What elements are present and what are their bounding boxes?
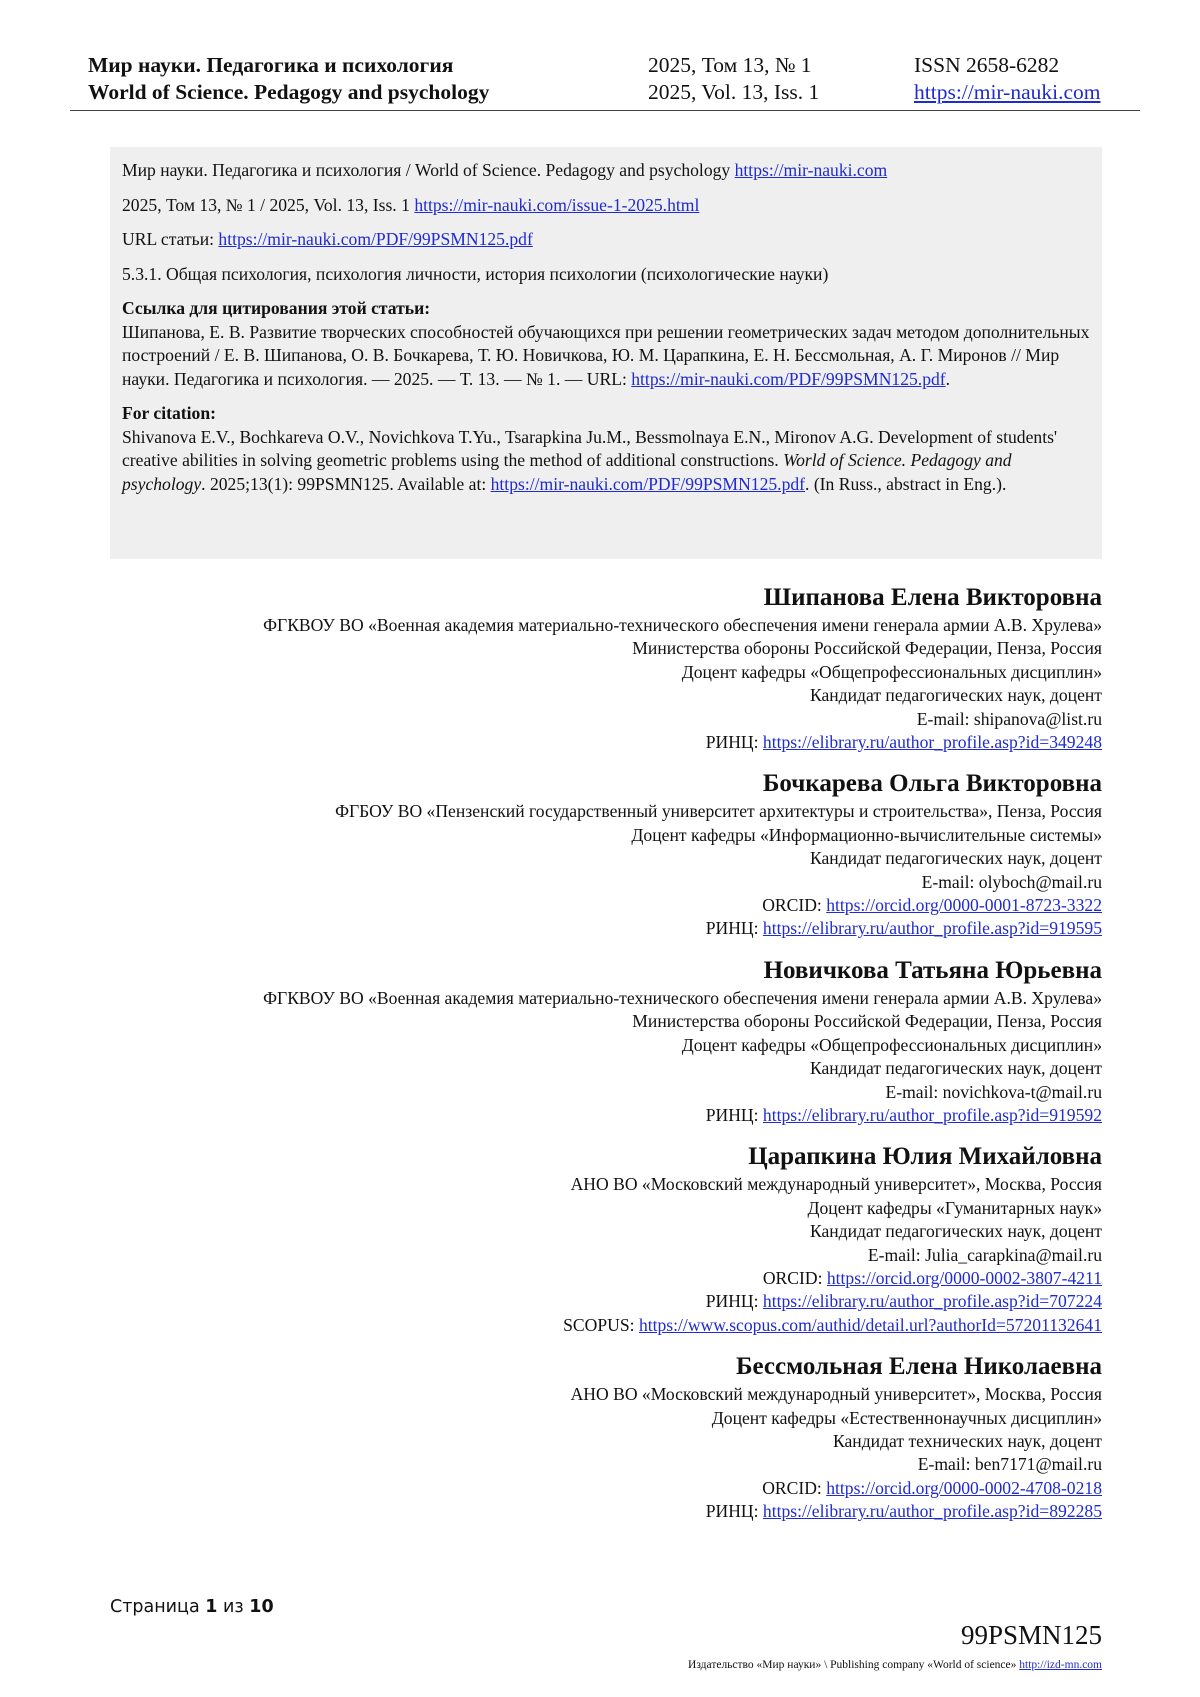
citebox-journal-link[interactable]: https://mir-nauki.com xyxy=(734,160,888,180)
page-current: 1 xyxy=(205,1597,218,1617)
author-orcid-line xyxy=(110,894,1102,917)
page-number xyxy=(110,1597,274,1617)
author-email: E-mail: ben7171@mail.ru xyxy=(917,1454,1102,1475)
author-rinc-line xyxy=(110,1104,1102,1127)
author-rinc-link[interactable]: https://elibrary.ru/author_profile.asp?id=707224 xyxy=(762,1291,1102,1312)
citation-en-end: . (In Russ., abstract in Eng.). xyxy=(805,473,1007,494)
citebox-issue-line xyxy=(122,194,1090,218)
author-orcid-label: ORCID: xyxy=(762,1477,827,1498)
author-degree: Кандидат педагогических наук, доцент xyxy=(809,1221,1102,1242)
author-email: E-mail: shipanova@list.ru xyxy=(916,708,1102,729)
citation-en-link[interactable]: https://mir-nauki.com/PDF/99PSMN125.pdf xyxy=(490,473,806,494)
author-position: Доцент кафедры «Гуманитарных наук» xyxy=(807,1197,1102,1218)
author-block xyxy=(110,582,1102,754)
header-divider xyxy=(70,110,1140,111)
citation-en-heading: For citation: xyxy=(122,403,216,423)
author-rinc-link[interactable]: https://elibrary.ru/author_profile.asp?id=919592 xyxy=(762,1104,1102,1125)
author-rinc-label: РИНЦ: xyxy=(705,1501,763,1522)
author-rinc-link[interactable]: https://elibrary.ru/author_profile.asp?id=892285 xyxy=(762,1501,1102,1522)
author-rinc-label: РИНЦ: xyxy=(705,918,763,939)
journal-title-ru: Мир науки. Педагогика и психология xyxy=(88,53,454,77)
author-orcid-line xyxy=(110,1267,1102,1290)
author-degree: Кандидат технических наук, доцент xyxy=(833,1430,1102,1451)
issue-info-ru: 2025, Том 13, № 1 xyxy=(648,53,812,77)
author-affiliation: АНО ВО «Московский международный университет», Москва, Россия xyxy=(570,1384,1102,1405)
author-orcid-label: ORCID: xyxy=(762,895,827,916)
citebox-article-link[interactable]: https://mir-nauki.com/PDF/99PSMN125.pdf xyxy=(218,229,533,249)
author-affiliation: ФГКВОУ ВО «Военная академия материально-технического обеспечения имени генерала армии А.В. Хрулева» xyxy=(263,615,1102,635)
citebox-issue-link[interactable]: https://mir-nauki.com/issue-1-2025.html xyxy=(414,194,700,215)
author-degree: Кандидат педагогических наук, доцент xyxy=(809,1058,1102,1079)
citebox-issue-text: 2025, Том 13, № 1 / 2025, Vol. 13, Iss. 1 xyxy=(122,194,415,215)
citebox-journal-text: Мир науки. Педагогика и психология / World of Science. Pedagogy and psychology xyxy=(122,160,735,180)
author-name: Бочкарева Ольга Викторовна xyxy=(762,770,1102,798)
author-rinc-label: РИНЦ: xyxy=(705,1291,763,1312)
citation-ru-link[interactable]: https://mir-nauki.com/PDF/99PSMN125.pdf xyxy=(631,368,946,389)
citebox-specialty: 5.3.1. Общая психология, психология личности, история психологии (психологические науки) xyxy=(122,263,829,284)
author-rinc-line xyxy=(110,1290,1102,1313)
author-rinc-line xyxy=(110,731,1102,754)
author-scopus-label: SCOPUS: xyxy=(563,1314,639,1335)
author-position: Доцент кафедры «Информационно-вычислительные системы» xyxy=(631,824,1102,845)
author-name: Новичкова Татьяна Юрьевна xyxy=(763,956,1102,984)
author-email: E-mail: novichkova-t@mail.ru xyxy=(885,1081,1102,1102)
author-position: Доцент кафедры «Общепрофессиональных дисциплин» xyxy=(681,1034,1102,1055)
author-degree: Кандидат педагогических наук, доцент xyxy=(809,685,1102,706)
citation-en-text: Shivanova E.V., Bochkareva O.V., Novichkova T.Yu., Tsarapkina Ju.M., Bessmolnaya E.N., Mironov A.G. Development of students' creative abilities in solving geometric problems using the method of additional constructions. xyxy=(122,426,1058,470)
page-mid: из xyxy=(217,1597,250,1617)
journal-header xyxy=(88,52,1138,106)
citation-ru xyxy=(122,297,1090,391)
author-block xyxy=(110,955,1102,1127)
page-total: 10 xyxy=(249,1597,274,1617)
citebox-url-label: URL статьи: xyxy=(122,229,219,249)
author-orcid-label: ORCID: xyxy=(762,1267,827,1288)
citation-ru-end: . xyxy=(945,368,951,389)
author-affiliation: Министерства обороны Российской Федерации, Пенза, Россия xyxy=(632,1011,1102,1032)
citebox-journal-line xyxy=(122,159,1090,183)
citebox-url-line xyxy=(122,228,1090,252)
citation-ru-heading: Ссылка для цитирования этой статьи: xyxy=(122,298,431,318)
author-block xyxy=(110,1351,1102,1523)
citation-ru-text: Шипанова, Е. В. Развитие творческих способностей обучающихся при решении геометрических задач методом дополнительных построений / Е. В. Шипанова, О. В. Бочкарева, Т. Ю. Новичкова, Ю. М. Царапкина, Е. Н. Бессмольная, А. Г. Миронов // Мир науки. Педагогика и психология. — 2025. — Т. 13. — № 1. — URL: xyxy=(122,321,1090,389)
authors-list xyxy=(110,582,1102,1538)
author-name: Шипанова Елена Викторовна xyxy=(763,584,1102,611)
author-rinc-line xyxy=(110,1500,1102,1523)
author-rinc-label: РИНЦ: xyxy=(705,732,763,753)
author-rinc-link[interactable]: https://elibrary.ru/author_profile.asp?id=349248 xyxy=(762,732,1102,753)
author-name: Бессмольная Елена Николаевна xyxy=(736,1353,1102,1381)
author-affiliation: ФГКВОУ ВО «Военная академия материально-технического обеспечения имени генерала армии А.В. Хрулева» xyxy=(263,987,1102,1008)
publisher-link[interactable]: http://izd-mn.com xyxy=(1019,1659,1102,1671)
author-orcid-line xyxy=(110,1477,1102,1500)
page-prefix: Страница xyxy=(110,1597,206,1617)
author-rinc-line xyxy=(110,917,1102,940)
author-position: Доцент кафедры «Общепрофессиональных дисциплин» xyxy=(681,661,1102,682)
author-name: Царапкина Юлия Михайловна xyxy=(748,1143,1102,1171)
author-rinc-label: РИНЦ: xyxy=(705,1104,763,1125)
author-email: E-mail: olyboch@mail.ru xyxy=(921,871,1102,892)
citation-en-journal: World of Science. Pedagogy and psychology xyxy=(122,450,1012,494)
author-position: Доцент кафедры «Естественнонаучных дисциплин» xyxy=(711,1407,1102,1428)
publisher-text: Издательство «Мир науки» \ Publishing company «World of science» xyxy=(688,1659,1020,1671)
journal-title-en: World of Science. Pedagogy and psychology xyxy=(88,80,490,104)
author-affiliation: АНО ВО «Московский международный университет», Москва, Россия xyxy=(570,1174,1102,1195)
author-affiliation: ФГБОУ ВО «Пензенский государственный университет архитектуры и строительства», Пенза, Россия xyxy=(335,801,1102,822)
author-rinc-link[interactable]: https://elibrary.ru/author_profile.asp?id=919595 xyxy=(762,918,1102,939)
author-orcid-link[interactable]: https://orcid.org/0000-0002-3807-4211 xyxy=(826,1267,1102,1288)
author-scopus-link[interactable]: https://www.scopus.com/authid/detail.url?authorId=57201132641 xyxy=(638,1314,1102,1335)
citation-en xyxy=(122,402,1090,496)
author-scopus-line xyxy=(110,1314,1102,1337)
author-degree: Кандидат педагогических наук, доцент xyxy=(809,848,1102,869)
citation-en-text-2: . 2025;13(1): 99PSMN125. Available at: xyxy=(201,473,491,494)
journal-site-link[interactable]: https://mir-nauki.com xyxy=(914,80,1101,104)
author-block xyxy=(110,1141,1102,1337)
author-block xyxy=(110,768,1102,940)
author-orcid-link[interactable]: https://orcid.org/0000-0002-4708-0218 xyxy=(826,1477,1102,1498)
issn: ISSN 2658-6282 xyxy=(914,53,1060,77)
author-orcid-link[interactable]: https://orcid.org/0000-0001-8723-3322 xyxy=(826,895,1102,916)
issue-info-en: 2025, Vol. 13, Iss. 1 xyxy=(648,80,820,104)
author-affiliation: Министерства обороны Российской Федерации, Пенза, Россия xyxy=(632,638,1102,659)
author-email: E-mail: Julia_carapkina@mail.ru xyxy=(867,1244,1102,1265)
publisher-line xyxy=(688,1659,1102,1671)
citation-box xyxy=(110,147,1102,559)
article-code: 99PSMN125 xyxy=(960,1620,1102,1650)
